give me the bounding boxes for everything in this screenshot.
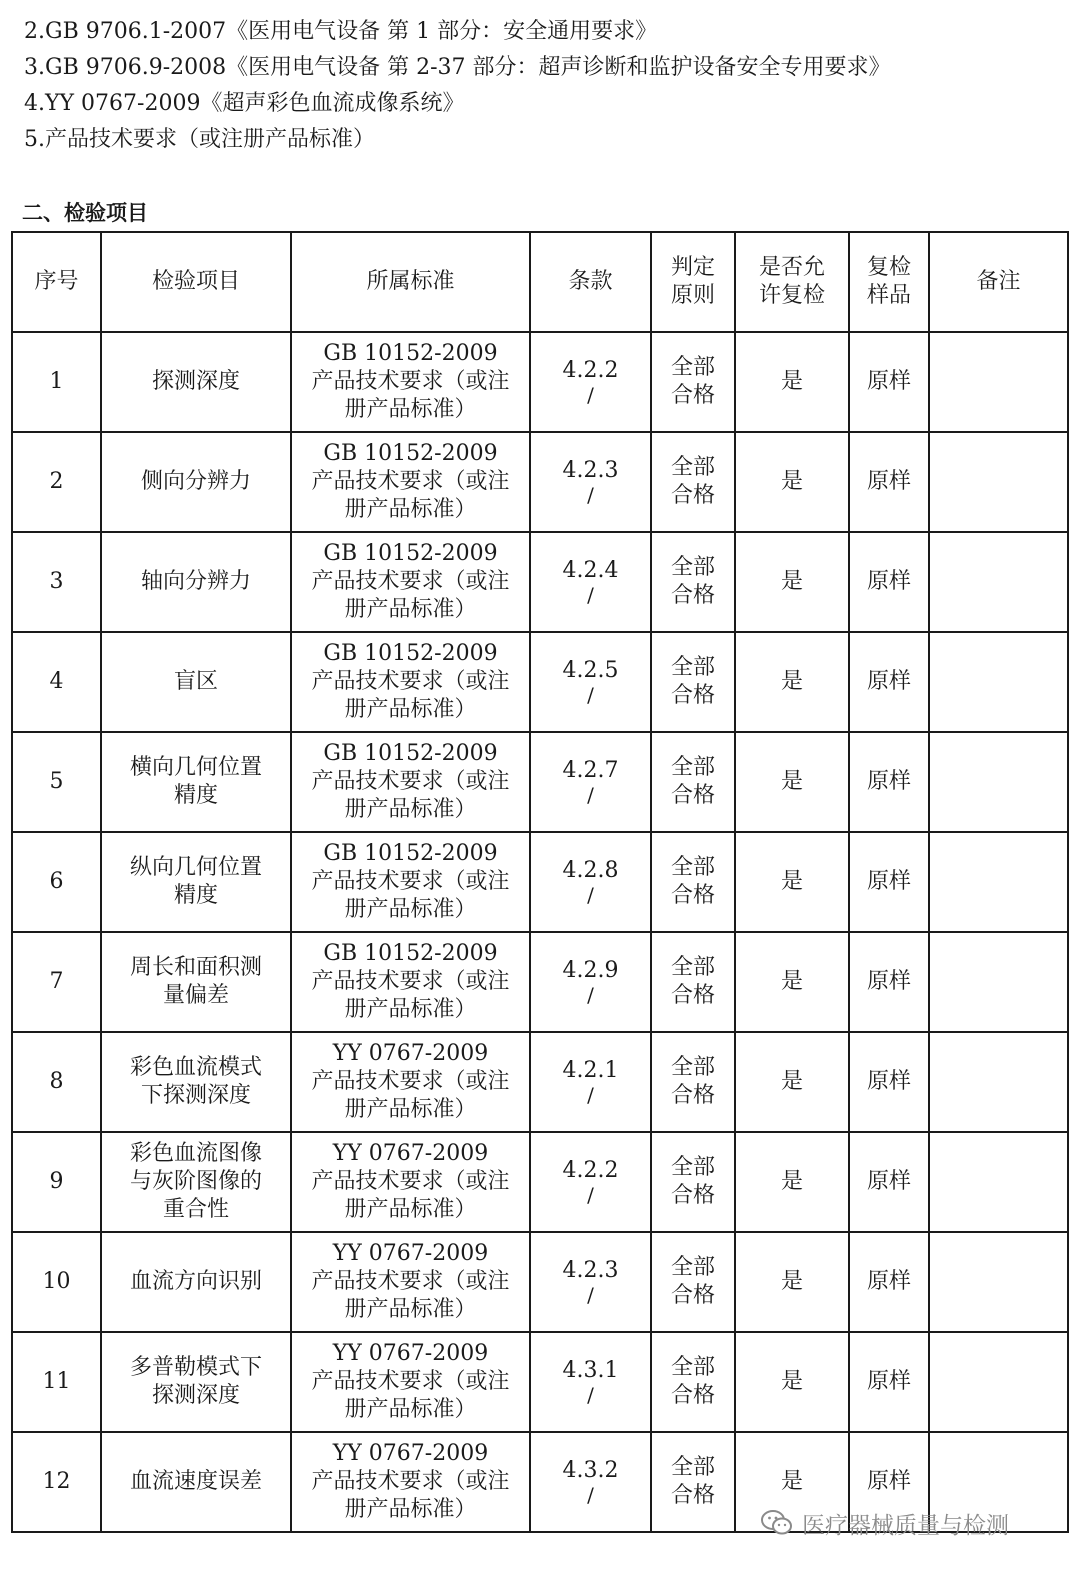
cell-standard-line: GB 10152-2009 (323, 441, 498, 466)
cell-standard-line: 册产品标准） (344, 497, 477, 522)
cell-standard-line: 产品技术要求（或注 (311, 1369, 510, 1394)
cell-item (101, 1332, 291, 1432)
clause-number: 4.2.1 (562, 1058, 619, 1083)
cell-standard-line: 册产品标准） (344, 897, 477, 922)
clause-secondary: / (587, 683, 594, 707)
cell-seq: 2 (12, 432, 101, 532)
watermark (760, 1506, 1009, 1540)
cell-clause (530, 1332, 651, 1432)
cell-item (101, 832, 291, 932)
cell-criterion-line: 全部 (670, 355, 715, 380)
cell-criterion (651, 1032, 735, 1132)
cell-criterion-line: 合格 (670, 1183, 715, 1208)
cell-recheck: 是 (735, 432, 849, 532)
clause-number: 4.3.2 (562, 1458, 619, 1483)
cell-criterion-line: 全部 (670, 455, 715, 480)
cell-recheck: 是 (735, 1132, 849, 1232)
table-row (12, 1232, 1068, 1332)
cell-standard (291, 532, 530, 632)
header-recheck (735, 232, 849, 332)
clause-number: 4.2.3 (562, 1258, 619, 1283)
cell-criterion (651, 732, 735, 832)
clause-number: 4.2.7 (562, 758, 619, 783)
cell-clause (530, 1032, 651, 1132)
cell-sample: 原样 (849, 532, 929, 632)
table-body (12, 332, 1068, 1532)
cell-item-line: 彩色血流模式 (129, 1055, 262, 1080)
cell-standard-line: 册产品标准） (344, 1497, 477, 1522)
cell-sample: 原样 (849, 1132, 929, 1232)
cell-standard-line: GB 10152-2009 (323, 541, 498, 566)
header-sample-line: 复检 (866, 255, 911, 280)
cell-item (101, 1432, 291, 1532)
cell-remark (929, 932, 1068, 1032)
header-sample (849, 232, 929, 332)
cell-standard-line: YY 0767-2009 (332, 1141, 489, 1166)
cell-standard-line: GB 10152-2009 (323, 941, 498, 966)
table-row (12, 932, 1068, 1032)
table-row (12, 832, 1068, 932)
inspection-items-table (11, 231, 1069, 1533)
cell-seq: 6 (12, 832, 101, 932)
cell-criterion (651, 1332, 735, 1432)
cell-criterion-line: 合格 (670, 1383, 715, 1408)
cell-recheck: 是 (735, 1432, 849, 1532)
cell-seq: 12 (12, 1432, 101, 1532)
clause-number: 4.3.1 (562, 1358, 619, 1383)
table-row (12, 632, 1068, 732)
cell-clause (530, 1232, 651, 1332)
cell-remark (929, 1332, 1068, 1432)
cell-standard-line: 册产品标准） (344, 1297, 477, 1322)
cell-standard-line: 产品技术要求（或注 (311, 1269, 510, 1294)
cell-standard-line: 产品技术要求（或注 (311, 1069, 510, 1094)
cell-recheck: 是 (735, 532, 849, 632)
cell-standard (291, 432, 530, 532)
clause-number: 4.2.8 (562, 858, 619, 883)
cell-seq: 4 (12, 632, 101, 732)
cell-item-line: 探测深度 (151, 369, 240, 394)
header-standard: 所属标准 (291, 232, 530, 332)
table-row (12, 432, 1068, 532)
header-clause: 条款 (530, 232, 651, 332)
table-header-row (12, 232, 1068, 332)
header-recheck-line: 许复检 (758, 283, 825, 308)
header-sample-line: 样品 (866, 283, 911, 308)
clause-secondary: / (587, 1383, 594, 1407)
cell-sample: 原样 (849, 1032, 929, 1132)
cell-item-line: 与灰阶图像的 (129, 1169, 262, 1194)
cell-standard-line: 册产品标准） (344, 997, 477, 1022)
header-criterion-line: 原则 (670, 283, 715, 308)
cell-item (101, 1032, 291, 1132)
cell-item-line: 血流速度误差 (129, 1469, 262, 1494)
cell-clause (530, 632, 651, 732)
cell-criterion (651, 632, 735, 732)
cell-standard-line: 册产品标准） (344, 1397, 477, 1422)
header-recheck-line: 是否允 (758, 255, 825, 280)
cell-criterion (651, 432, 735, 532)
cell-standard-line: 册产品标准） (344, 597, 477, 622)
cell-clause (530, 432, 651, 532)
cell-item-line: 纵向几何位置 (129, 855, 262, 880)
cell-criterion-line: 全部 (670, 1155, 715, 1180)
clause-secondary: / (587, 983, 594, 1007)
cell-recheck: 是 (735, 632, 849, 732)
clause-number: 4.2.2 (562, 358, 619, 383)
cell-criterion-line: 合格 (670, 483, 715, 508)
cell-criterion-line: 全部 (670, 1055, 715, 1080)
clause-secondary: / (587, 1183, 594, 1207)
cell-item-line: 侧向分辨力 (140, 469, 251, 494)
cell-recheck: 是 (735, 1332, 849, 1432)
cell-recheck: 是 (735, 932, 849, 1032)
table-row (12, 1132, 1068, 1232)
cell-standard (291, 932, 530, 1032)
cell-remark (929, 532, 1068, 632)
cell-standard-line: 产品技术要求（或注 (311, 469, 510, 494)
cell-item-line: 轴向分辨力 (140, 569, 251, 594)
cell-standard-line: 产品技术要求（或注 (311, 869, 510, 894)
cell-criterion (651, 332, 735, 432)
cell-remark (929, 832, 1068, 932)
cell-criterion-line: 全部 (670, 855, 715, 880)
cell-standard-line: 册产品标准） (344, 397, 477, 422)
cell-standard-line: GB 10152-2009 (323, 641, 498, 666)
cell-standard-line: 册产品标准） (344, 1097, 477, 1122)
cell-standard-line: GB 10152-2009 (323, 841, 498, 866)
cell-criterion-line: 全部 (670, 1455, 715, 1480)
cell-sample: 原样 (849, 932, 929, 1032)
cell-standard-line: GB 10152-2009 (323, 341, 498, 366)
cell-standard-line: 册产品标准） (344, 1197, 477, 1222)
cell-remark (929, 332, 1068, 432)
cell-recheck: 是 (735, 332, 849, 432)
cell-standard-line: 册产品标准） (344, 797, 477, 822)
cell-item (101, 532, 291, 632)
cell-seq: 7 (12, 932, 101, 1032)
cell-standard (291, 832, 530, 932)
cell-item-line: 探测深度 (151, 1383, 240, 1408)
cell-sample: 原样 (849, 632, 929, 732)
cell-item (101, 332, 291, 432)
cell-item-line: 下探测深度 (140, 1083, 251, 1108)
cell-criterion-line: 全部 (670, 655, 715, 680)
watermark-text: 医疗器械质量与检测 (802, 1512, 1009, 1539)
header-remark: 备注 (929, 232, 1068, 332)
cell-standard-line: YY 0767-2009 (332, 1341, 489, 1366)
cell-criterion-line: 合格 (670, 1483, 715, 1508)
cell-criterion-line: 合格 (670, 983, 715, 1008)
cell-standard (291, 1332, 530, 1432)
cell-recheck: 是 (735, 732, 849, 832)
cell-seq: 10 (12, 1232, 101, 1332)
reference-line: 2.GB 9706.1-2007《医用电气设备 第 1 部分：安全通用要求》 (24, 19, 658, 44)
cell-seq: 8 (12, 1032, 101, 1132)
cell-standard-line: 产品技术要求（或注 (311, 369, 510, 394)
clause-secondary: / (587, 383, 594, 407)
cell-criterion-line: 合格 (670, 1283, 715, 1308)
cell-item-line: 精度 (173, 783, 218, 808)
cell-remark (929, 632, 1068, 732)
cell-standard (291, 1132, 530, 1232)
cell-sample: 原样 (849, 732, 929, 832)
cell-standard (291, 732, 530, 832)
cell-sample: 原样 (849, 1432, 929, 1532)
clause-secondary: / (587, 483, 594, 507)
cell-criterion-line: 合格 (670, 783, 715, 808)
cell-clause (530, 532, 651, 632)
cell-standard-line: 产品技术要求（或注 (311, 1169, 510, 1194)
header-criterion (651, 232, 735, 332)
cell-recheck: 是 (735, 1032, 849, 1132)
cell-standard-line: 产品技术要求（或注 (311, 669, 510, 694)
cell-standard-line: 产品技术要求（或注 (311, 1469, 510, 1494)
header-criterion-line: 判定 (670, 255, 715, 280)
clause-number: 4.2.2 (562, 1158, 619, 1183)
reference-line: 4.YY 0767-2009《超声彩色血流成像系统》 (24, 91, 465, 116)
cell-sample: 原样 (849, 432, 929, 532)
reference-line: 3.GB 9706.9-2008《医用电气设备 第 2-37 部分：超声诊断和监护设备安全专用要求》 (24, 55, 891, 80)
clause-secondary: / (587, 883, 594, 907)
cell-recheck: 是 (735, 832, 849, 932)
reference-list (24, 14, 891, 158)
cell-sample: 原样 (849, 832, 929, 932)
clause-secondary: / (587, 1283, 594, 1307)
cell-item (101, 932, 291, 1032)
cell-criterion-line: 合格 (670, 583, 715, 608)
cell-remark (929, 1232, 1068, 1332)
cell-item-line: 重合性 (162, 1197, 229, 1222)
reference-line: 5.产品技术要求（或注册产品标准） (24, 127, 375, 152)
table-row (12, 1032, 1068, 1132)
cell-seq: 9 (12, 1132, 101, 1232)
cell-criterion (651, 1132, 735, 1232)
cell-clause (530, 1132, 651, 1232)
cell-criterion-line: 全部 (670, 1355, 715, 1380)
cell-standard (291, 1032, 530, 1132)
cell-clause (530, 732, 651, 832)
cell-seq: 3 (12, 532, 101, 632)
table-row (12, 532, 1068, 632)
clause-number: 4.2.3 (562, 458, 619, 483)
cell-criterion (651, 832, 735, 932)
cell-standard (291, 1232, 530, 1332)
clause-number: 4.2.9 (562, 958, 619, 983)
wechat-icon (760, 1508, 794, 1538)
cell-item (101, 732, 291, 832)
header-item: 检验项目 (101, 232, 291, 332)
cell-item-line: 多普勒模式下 (129, 1355, 262, 1380)
clause-number: 4.2.4 (562, 558, 619, 583)
cell-criterion-line: 合格 (670, 883, 715, 908)
cell-item-line: 周长和面积测 (129, 955, 262, 980)
cell-standard (291, 1432, 530, 1532)
cell-item-line: 横向几何位置 (129, 755, 262, 780)
cell-seq: 5 (12, 732, 101, 832)
cell-item-line: 彩色血流图像 (129, 1141, 262, 1166)
cell-criterion-line: 合格 (670, 1083, 715, 1108)
clause-secondary: / (587, 583, 594, 607)
cell-criterion-line: 全部 (670, 955, 715, 980)
cell-sample: 原样 (849, 1332, 929, 1432)
cell-standard (291, 332, 530, 432)
cell-recheck: 是 (735, 1232, 849, 1332)
cell-item-line: 盲区 (173, 669, 218, 694)
cell-remark (929, 732, 1068, 832)
cell-standard-line: 册产品标准） (344, 697, 477, 722)
cell-standard-line: 产品技术要求（或注 (311, 569, 510, 594)
table-row (12, 732, 1068, 832)
cell-remark (929, 432, 1068, 532)
cell-seq: 1 (12, 332, 101, 432)
cell-item (101, 1232, 291, 1332)
cell-item (101, 1132, 291, 1232)
cell-criterion (651, 532, 735, 632)
table-row (12, 1332, 1068, 1432)
cell-item-line: 血流方向识别 (129, 1269, 262, 1294)
cell-standard-line: 产品技术要求（或注 (311, 969, 510, 994)
cell-clause (530, 932, 651, 1032)
cell-criterion (651, 1432, 735, 1532)
cell-standard-line: 产品技术要求（或注 (311, 769, 510, 794)
clause-secondary: / (587, 783, 594, 807)
cell-item-line: 精度 (173, 883, 218, 908)
cell-criterion-line: 合格 (670, 383, 715, 408)
cell-clause (530, 1432, 651, 1532)
cell-seq: 11 (12, 1332, 101, 1432)
clause-secondary: / (587, 1483, 594, 1507)
cell-sample: 原样 (849, 332, 929, 432)
cell-criterion-line: 全部 (670, 755, 715, 780)
cell-criterion-line: 合格 (670, 683, 715, 708)
cell-standard (291, 632, 530, 732)
cell-standard-line: YY 0767-2009 (332, 1441, 489, 1466)
cell-criterion (651, 1232, 735, 1332)
cell-remark (929, 1032, 1068, 1132)
cell-item (101, 432, 291, 532)
section-title: 二、检验项目 (22, 201, 148, 225)
cell-criterion-line: 全部 (670, 1255, 715, 1280)
cell-criterion-line: 全部 (670, 555, 715, 580)
cell-item-line: 量偏差 (162, 983, 229, 1008)
header-seq: 序号 (12, 232, 101, 332)
cell-standard-line: YY 0767-2009 (332, 1241, 489, 1266)
cell-standard-line: GB 10152-2009 (323, 741, 498, 766)
cell-remark (929, 1132, 1068, 1232)
clause-number: 4.2.5 (562, 658, 619, 683)
clause-secondary: / (587, 1083, 594, 1107)
table-row (12, 332, 1068, 432)
cell-standard-line: YY 0767-2009 (332, 1041, 489, 1066)
cell-criterion (651, 932, 735, 1032)
cell-clause (530, 832, 651, 932)
cell-sample: 原样 (849, 1232, 929, 1332)
cell-item (101, 632, 291, 732)
cell-clause (530, 332, 651, 432)
